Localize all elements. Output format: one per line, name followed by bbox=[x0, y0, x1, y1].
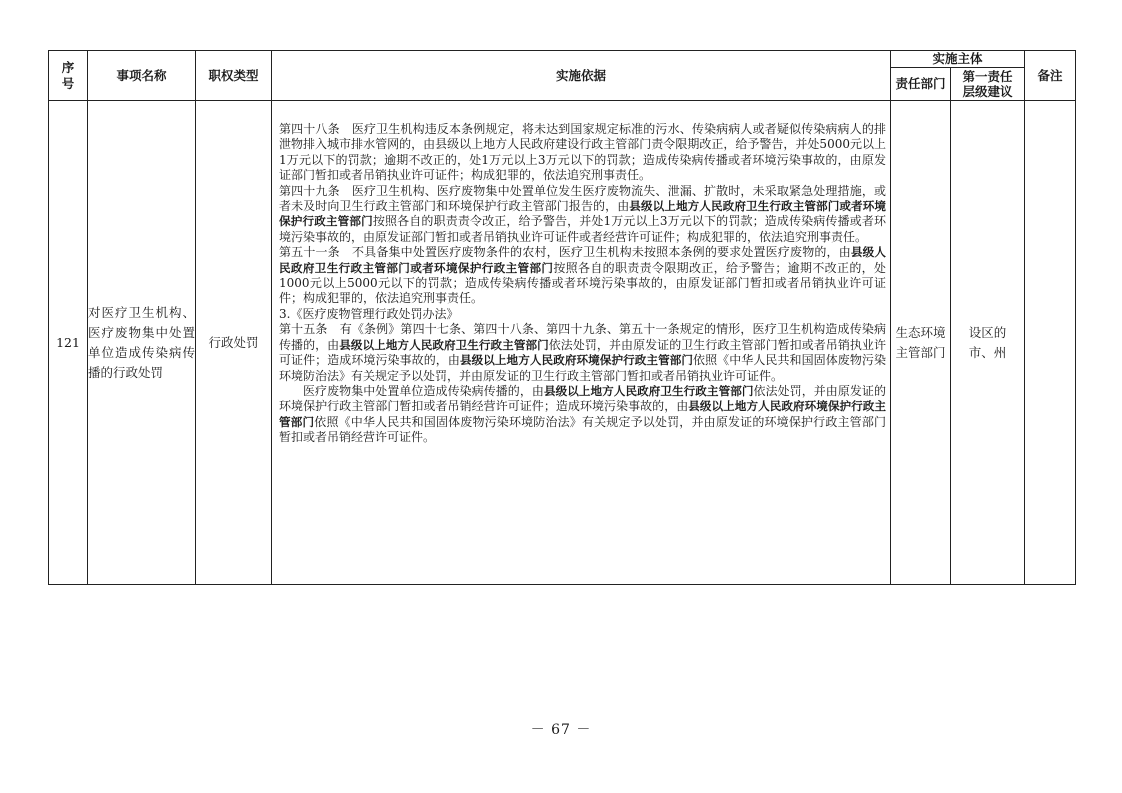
basis-paragraph bbox=[279, 307, 886, 322]
header-level bbox=[951, 68, 1025, 101]
row-basis-cell bbox=[272, 101, 891, 585]
basis-paragraph bbox=[279, 322, 886, 384]
header-subject: 实施主体 bbox=[891, 51, 1025, 68]
basis-segment: 第四十九条 医疗卫生机构、医疗废物集中处置单位发生医疗废物流失、泄漏、扩散时，未采取紧急处理措施，或者未及时向卫生行政主管部门和环境保护行政主管部门报告的，由 bbox=[279, 183, 886, 214]
table-row bbox=[49, 101, 1076, 585]
basis-bold-segment: 县级以上地方人民政府环境保护行政主管部门 bbox=[279, 399, 886, 429]
row-seq: 121 bbox=[49, 101, 88, 585]
basis-bold-segment: 县级人民政府卫生行政主管部门或者环境保护行政主管部门 bbox=[279, 245, 886, 275]
basis-paragraph bbox=[279, 122, 886, 184]
page-number: － 67 － bbox=[530, 722, 592, 738]
row-dept-label: 生态环境主管部门 bbox=[895, 324, 946, 360]
row-dept bbox=[891, 101, 951, 585]
basis-paragraph bbox=[279, 245, 886, 307]
header-dept: 责任部门 bbox=[891, 68, 951, 101]
basis-bold-segment: 县级以上地方人民政府卫生行政主管部门或者环境保护行政主管部门 bbox=[279, 199, 886, 229]
basis-segment: 按照各自的职责责令改正，给予警告，并处1万元以上3万元以下的罚款；造成传染病传播或者环境污染事故的，由原发证部门暂扣或者吊销执业许可证件或者经营许可证件；构成犯罪的，依法追究刑事责任。 bbox=[279, 214, 886, 244]
basis-bold-segment: 县级以上地方人民政府卫生行政主管部门 bbox=[339, 337, 549, 352]
basis-paragraph bbox=[279, 184, 886, 246]
basis-segment: 依法处罚，并由原发证的卫生行政主管部门暂扣或者吊销执业许可证件；造成环境污染事故的，由 bbox=[279, 337, 886, 368]
basis-segment: 依照《中华人民共和国固体废物污染环境防治法》有关规定予以处罚，并由原发证的环境保护行政主管部门暂扣或者吊销经营许可证件。 bbox=[279, 414, 886, 445]
basis-segment: 依照《中华人民共和国固体废物污染环境防治法》有关规定予以处罚，并由原发证的卫生行政主管部门暂扣或者吊销执业许可证件。 bbox=[279, 353, 886, 383]
row-level bbox=[951, 101, 1025, 585]
basis-bold-segment: 县级以上地方人民政府环境保护行政主管部门 bbox=[459, 353, 694, 368]
basis-bold-segment: 县级以上地方人民政府卫生行政主管部门 bbox=[543, 383, 754, 398]
row-item-name: 对医疗卫生机构、医疗废物集中处置单位造成传染病传播的行政处罚 bbox=[88, 101, 196, 585]
header-note: 备注 bbox=[1025, 51, 1076, 101]
basis-text bbox=[279, 122, 886, 446]
header-level-label: 第一责任层级建议 bbox=[962, 69, 1013, 99]
authority-table bbox=[48, 50, 1076, 585]
basis-segment: 按照各自的职责责令限期改正，给予警告；逾期不改正的，处1000元以上5000元以下的罚款；造成传染病传播或者环境污染事故的，由原发证部门暂扣或者吊销执业许可证件；构成犯罪的，依法追究刑事责任。 bbox=[279, 260, 886, 306]
basis-segment: 依法处罚，并由原发证的环境保护行政主管部门暂扣或者吊销经营许可证件；造成环境污染事故的，由 bbox=[279, 383, 886, 414]
basis-paragraph bbox=[279, 384, 886, 446]
header-seq-label: 序号 bbox=[61, 59, 75, 91]
basis-segment: 医疗废物集中处置单位造成传染病传播的，由 bbox=[303, 383, 544, 398]
header-name: 事项名称 bbox=[88, 51, 196, 101]
basis-segment: 第四十八条 医疗卫生机构违反本条例规定，将未达到国家规定标准的污水、传染病病人或者疑似传染病病人的排泄物排入城市排水管网的，由县级以上地方人民政府建设行政主管部门责令限期改正，给予警告，并处5000元以上1万元以下的罚款；逾期不改正的，处1万元以上3万元以下的罚款；造成传染病传播或者环境污染事故的，由原发证部门暂扣或者吊销执业许可证件；构成犯罪的，依法追究刑事责任。 bbox=[279, 122, 886, 183]
row-authority-type: 行政处罚 bbox=[196, 101, 272, 585]
header-type: 职权类型 bbox=[196, 51, 272, 101]
basis-segment: 第十五条 有《条例》第四十七条、第四十八条、第四十九条、第五十一条规定的情形，医疗卫生机构造成传染病传播的，由 bbox=[279, 322, 886, 352]
row-level-label: 设区的市、州 bbox=[968, 324, 1007, 360]
header-basis: 实施依据 bbox=[272, 51, 891, 101]
row-note bbox=[1025, 101, 1076, 585]
basis-segment: 第五十一条 不具备集中处置医疗废物条件的农村，医疗卫生机构未按照本条例的要求处置医疗废物的，由 bbox=[279, 245, 851, 260]
header-seq bbox=[49, 51, 88, 101]
basis-segment: 3.《医疗废物管理行政处罚办法》 bbox=[279, 306, 459, 321]
